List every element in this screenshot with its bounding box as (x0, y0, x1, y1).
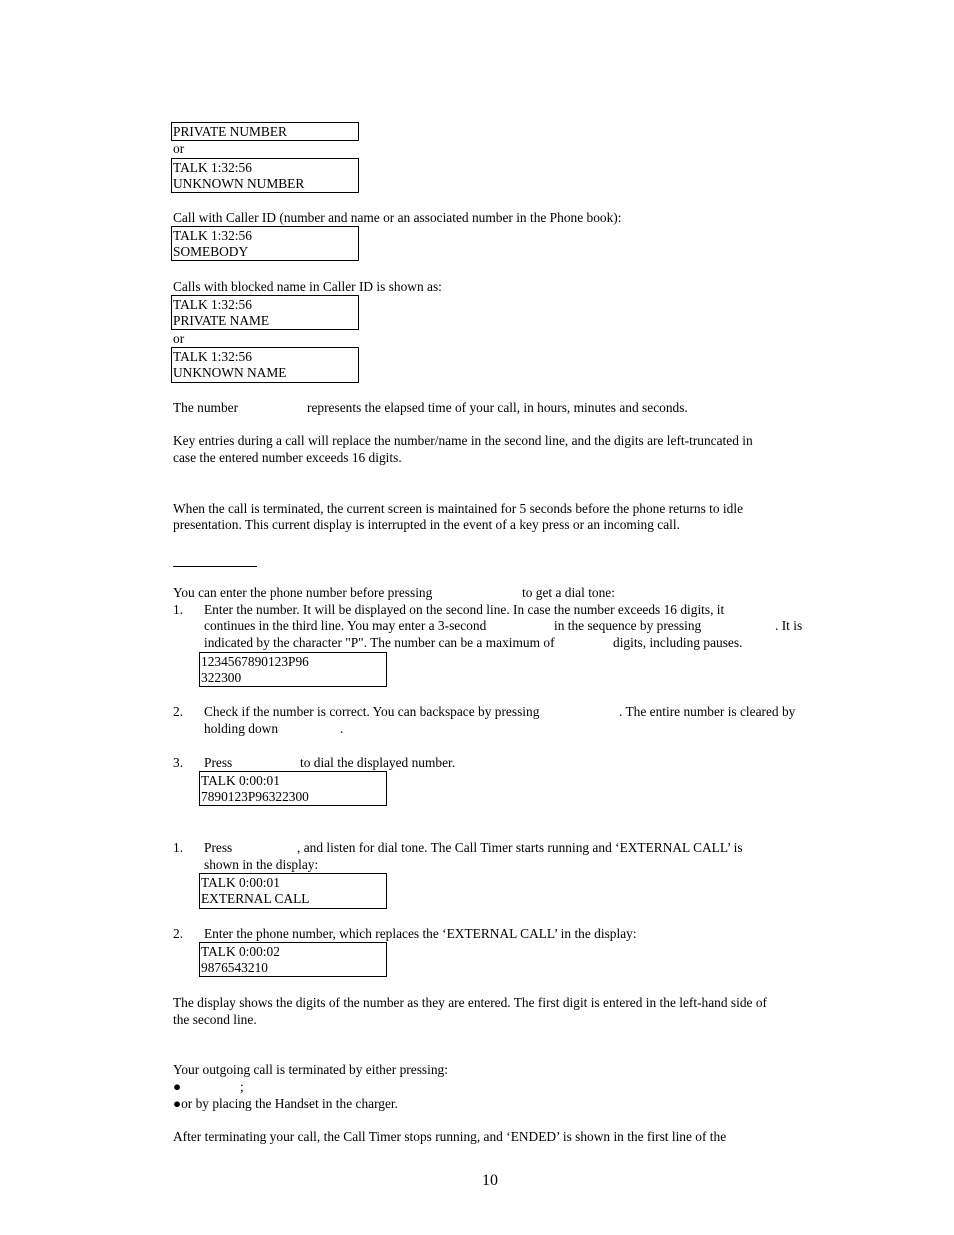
blocked-intro: Calls with blocked name in Caller ID is shown as: (173, 279, 442, 294)
display-box-private-number (171, 122, 359, 141)
display-line-1: TALK 0:00:01 (201, 773, 280, 788)
display-box-unknown-name (171, 347, 359, 383)
b-step-1-number: 1. (173, 840, 184, 855)
key-entries-line-1: Key entries during a call will replace the number/name in the second line, and the digits are left-truncated in (173, 433, 753, 448)
bullet-1 (173, 1078, 181, 1095)
display-line-2: EXTERNAL CALL (201, 891, 310, 906)
step-1-line-1: Enter the number. It will be displayed on the second line. In case the number exceeds 16 digits, it (204, 602, 725, 617)
step-1-line-2-b: in the sequence by pressing (554, 618, 702, 633)
key-entries-line-2: case the entered number exceeds 16 digits. (173, 450, 402, 465)
page-number: 10 (482, 1172, 498, 1189)
display-line-1: PRIVATE NUMBER (173, 124, 287, 139)
step-1-line-3-a: indicated by the character "P". The number can be a maximum of (204, 635, 555, 650)
display-box-somebody (171, 226, 359, 261)
caller-id-intro: Call with Caller ID (number and name or an associated number in the Phone book): (173, 210, 622, 225)
display-line-1: TALK 1:32:56 (173, 349, 252, 364)
display-line-1: TALK 1:32:56 (173, 297, 252, 312)
elapsed-text-start: The number (173, 400, 239, 415)
step-1-number: 1. (173, 602, 184, 617)
display-line-2: 9876543210 (201, 960, 268, 975)
step-1-line-3-b: digits, including pauses. (613, 635, 743, 650)
display-line-2: 7890123P96322300 (201, 789, 309, 804)
outgoing-intro: Your outgoing call is terminated by either pressing: (173, 1062, 448, 1077)
after-terminating-text: After terminating your call, the Call Timer stops running, and ‘ENDED’ is shown in the first line of the (173, 1129, 727, 1144)
or-text: or (173, 331, 185, 346)
b-step-2-text: Enter the phone number, which replaces the ‘EXTERNAL CALL’ in the display: (204, 926, 637, 941)
display-line-1: TALK 0:00:01 (201, 875, 280, 890)
terminated-line-2: presentation. This current display is interrupted in the event of a key press or an incoming call. (173, 517, 680, 532)
display-box-private-name (171, 295, 359, 330)
display-line-2: 322300 (201, 670, 242, 685)
pre-dial-text-start: You can enter the phone number before pressing (173, 585, 433, 600)
step-3-text-a: Press (204, 755, 233, 770)
step-2-line-2-a: holding down (204, 721, 279, 736)
step-2-number: 2. (173, 704, 184, 719)
display-line-2: UNKNOWN NAME (173, 365, 287, 380)
display-box-talk-dialed (199, 771, 387, 806)
display-box-external-call (199, 873, 387, 909)
display-box-entered-number (199, 942, 387, 977)
display-shows-line-1: The display shows the digits of the number as they are entered. The first digit is entered in the left-hand side of (173, 995, 767, 1010)
display-line-1: TALK 1:32:56 (173, 160, 252, 175)
bullet-dot-icon: ● (173, 1079, 182, 1094)
b-step-1-text-b: , and listen for dial tone. The Call Timer starts running and ‘EXTERNAL CALL’ is (297, 840, 743, 855)
display-line-2: PRIVATE NAME (173, 313, 270, 328)
step-2-line-1-a: Check if the number is correct. You can backspace by pressing (204, 704, 540, 719)
step-3-text-b: to dial the displayed number. (300, 755, 456, 770)
elapsed-text-end: represents the elapsed time of your call, in hours, minutes and seconds. (307, 400, 688, 415)
step-1-line-2-c: . It is (775, 618, 803, 633)
section-rule (173, 566, 257, 567)
b-step-2-number: 2. (173, 926, 184, 941)
display-line-2: SOMEBODY (173, 244, 249, 259)
pre-dial-text-end: to get a dial tone: (522, 585, 615, 600)
bullet-2-text: or by placing the Handset in the charger. (181, 1096, 399, 1111)
bullet-1-tail: ; (240, 1079, 244, 1094)
display-line-2: UNKNOWN NUMBER (173, 176, 305, 191)
b-step-1-text-a: Press (204, 840, 233, 855)
bullet-2 (173, 1095, 398, 1112)
step-2-line-2-b: . (340, 721, 344, 736)
display-line-1: TALK 1:32:56 (173, 228, 252, 243)
terminated-line-1: When the call is terminated, the current screen is maintained for 5 seconds before the phone returns to idle (173, 501, 744, 516)
bullet-dot-icon: ● (173, 1096, 182, 1111)
display-line-1: TALK 0:00:02 (201, 944, 280, 959)
display-shows-line-2: the second line. (173, 1012, 257, 1027)
display-line-1: 1234567890123P96 (201, 654, 309, 669)
display-box-long-number (199, 652, 387, 687)
b-step-1-line-2: shown in the display: (204, 857, 319, 872)
or-text: or (173, 141, 185, 156)
step-3-number: 3. (173, 755, 184, 770)
step-1-line-2-a: continues in the third line. You may enter a 3-second (204, 618, 487, 633)
step-2-line-1-b: . The entire number is cleared by (619, 704, 796, 719)
display-box-unknown-number (171, 158, 359, 193)
